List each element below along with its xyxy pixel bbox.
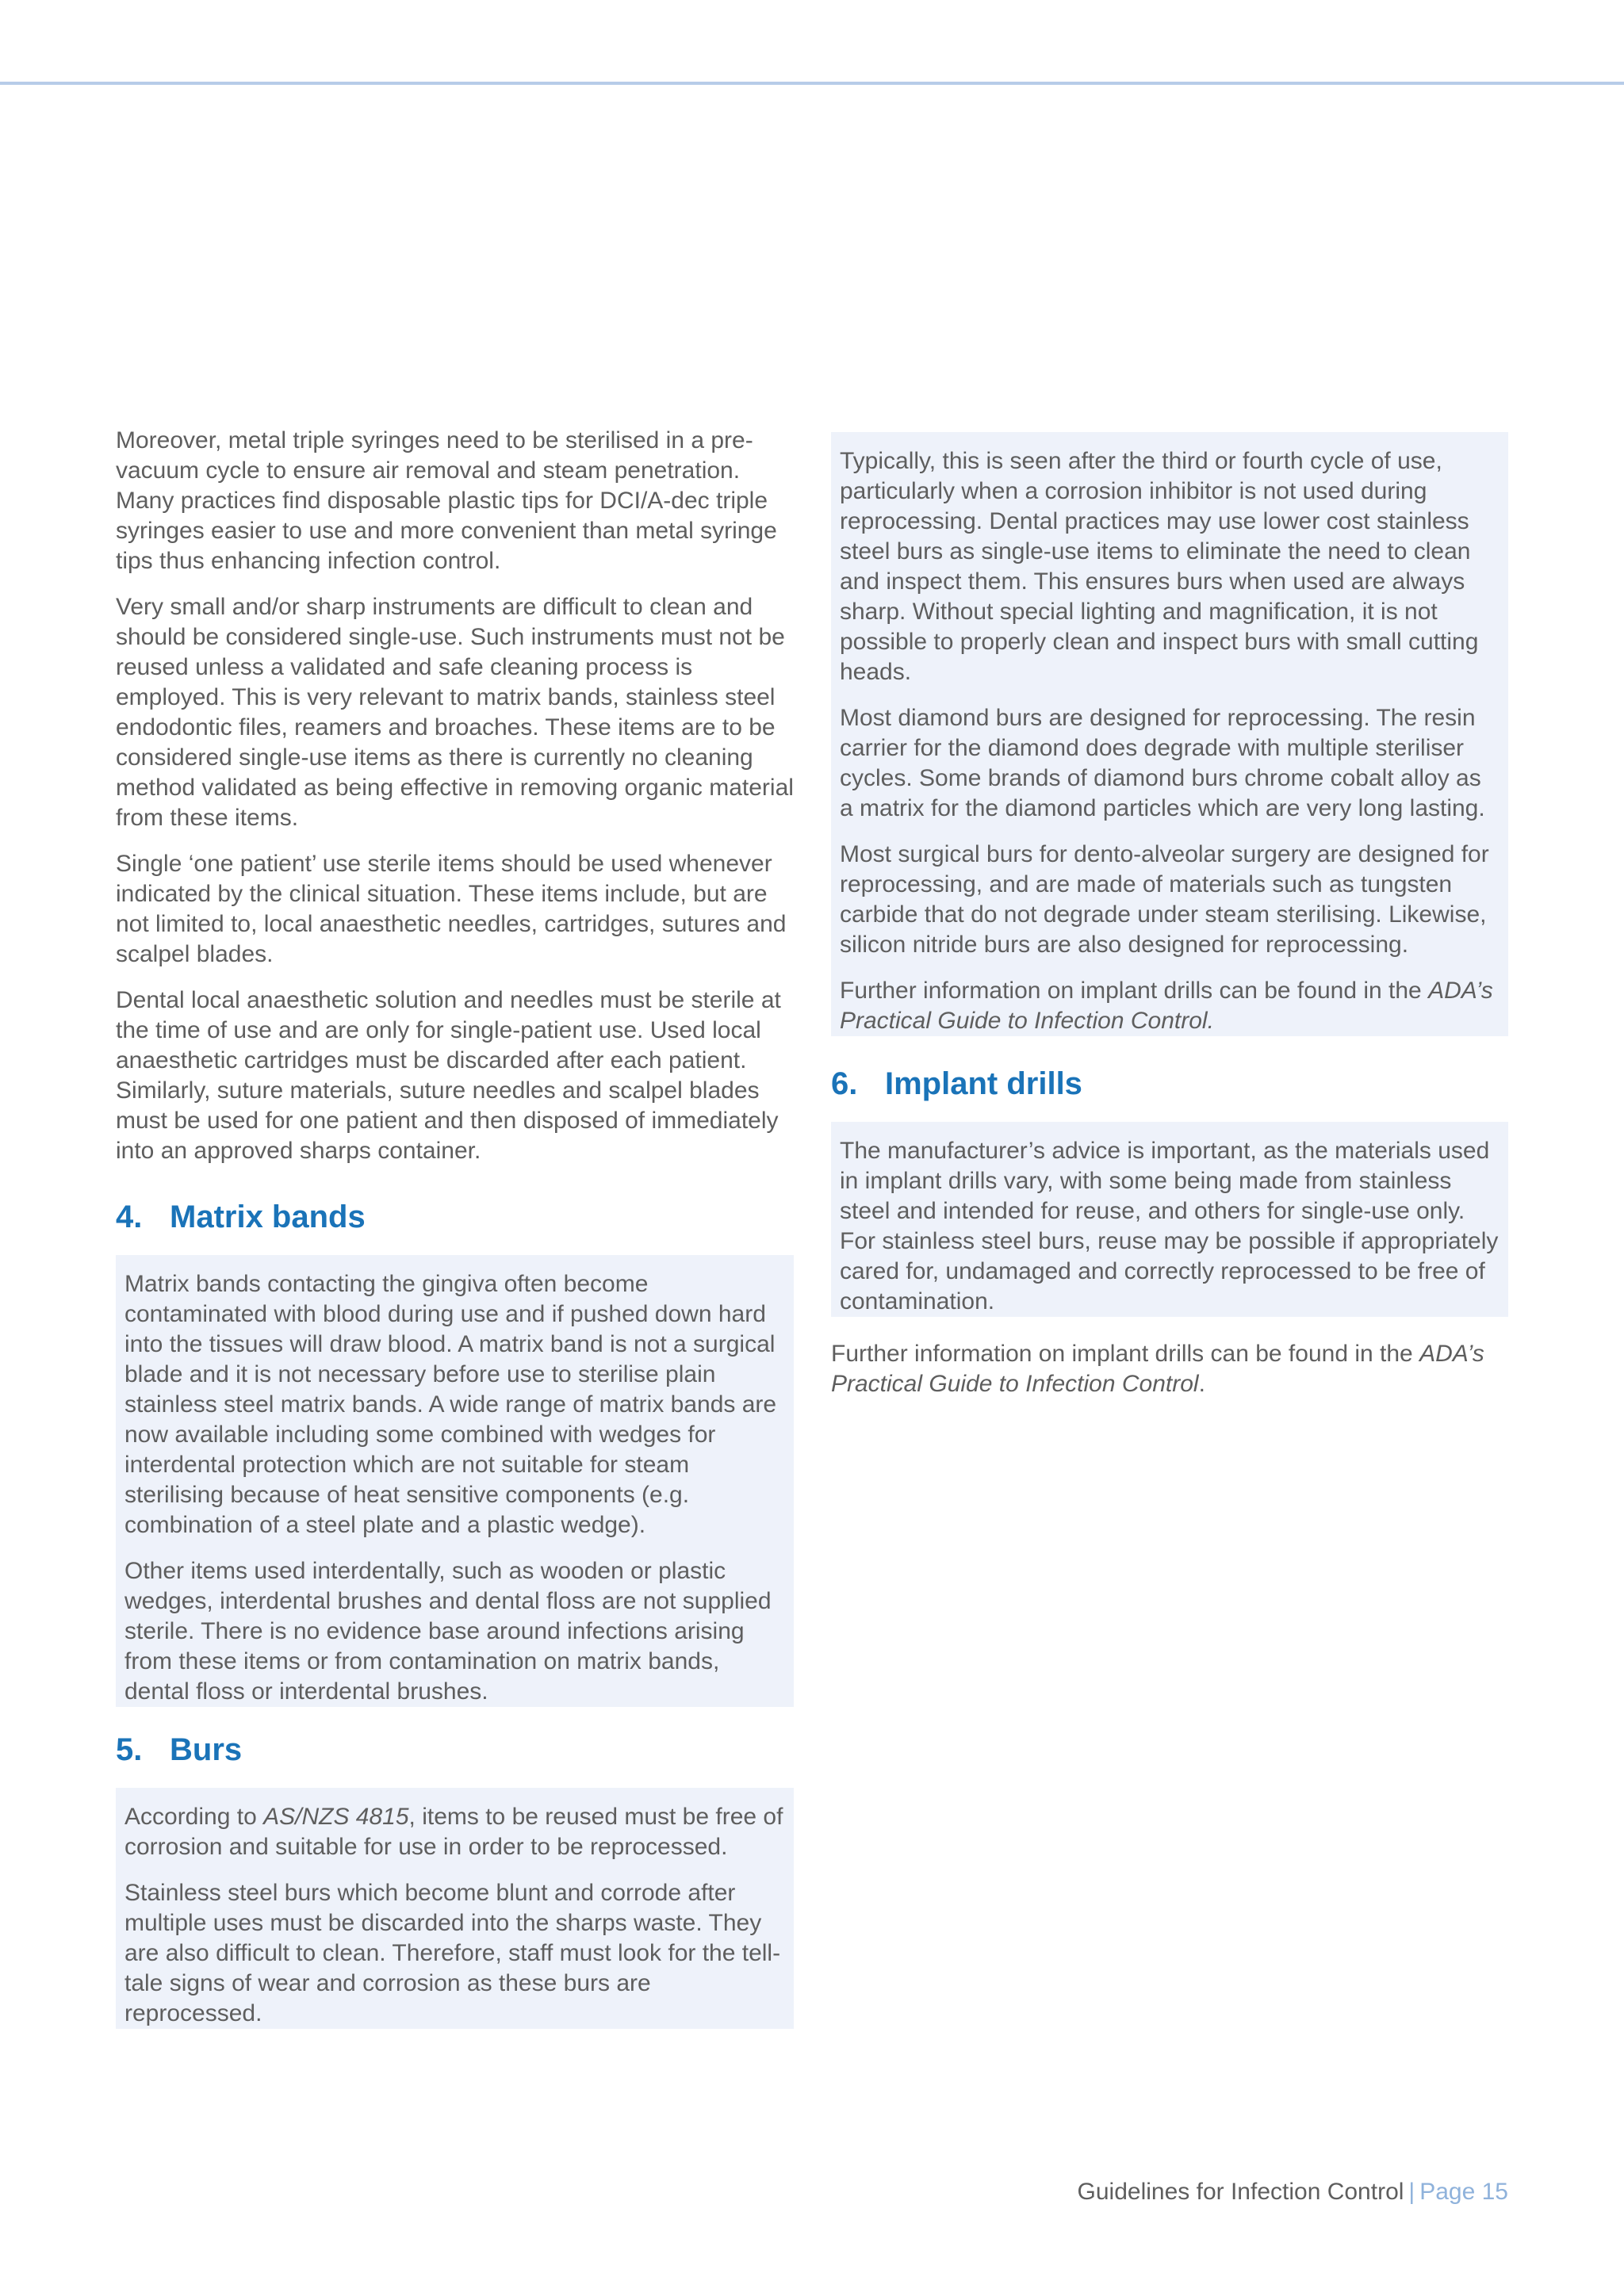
further-info-pre: Further information on implant drills can be found in the — [831, 1341, 1420, 1367]
footer-title: Guidelines for Infection Control — [1077, 2179, 1404, 2205]
section-number: 4. — [116, 1200, 143, 1234]
section-heading-burs — [116, 1731, 795, 1769]
implant-paragraph: The manufacturer’s advice is important, as the materials used in implant drills vary, with some being made from stainless steel and intended for reuse, and others for single-use only. For stainless steel burs, reuse may be possible if appropriately cared for, undamaged and correctly reprocessed to be free of contamination. — [840, 1138, 1499, 1314]
section-title: Burs — [170, 1732, 243, 1767]
ada-guide-reference: ADA’s Practical Guide to Infection Control — [831, 1341, 1484, 1397]
burs-cont-paragraph-2: Most diamond burs are designed for reprocessing. The resin carrier for the diamond does degrade with multiple steriliser cycles. Some brands of diamond burs chrome cobalt alloy as a matrix for the diamond particles which are very long lasting. — [840, 705, 1485, 821]
intro-paragraph-4: Dental local anaesthetic solution and needles must be sterile at the time of use and are only for single-patient use. Used local anaesthetic cartridges must be discarded after each patient. Similarly, suture materials, suture needles and scalpel blades must be used for one patient and then disposed of immediately into an approved sharps container. — [116, 987, 781, 1164]
ada-guide-reference: ADA’s Practical Guide to Infection Control. — [840, 978, 1493, 1034]
page-footer — [1078, 2177, 1508, 2207]
intro-paragraph-2: Very small and/or sharp instruments are difficult to clean and should be considered single-use. Such instruments must not be reused unless a validated and safe cleaning process is employed. This is very relevant to matrix bands, stainless steel endodontic files, reamers and broaches. These items are to be considered single-use items as there is currently no cleaning method validated as being effective in removing organic material from these items. — [116, 594, 794, 831]
section-number: 5. — [116, 1732, 143, 1767]
burs-continued-box — [831, 432, 1508, 1036]
burs-paragraph-1 — [124, 1802, 785, 1862]
implant-further-info — [831, 1339, 1508, 1399]
burs-p1-pre: According to — [124, 1804, 264, 1830]
intro-paragraph-1: Moreover, metal triple syringes need to be sterilised in a pre-vacuum cycle to ensure air removal and steam penetration. Many practices find disposable plastic tips for DCI/A-dec triple syringes easier to use and more convenient than metal syringe tips thus enhancing infection control. — [116, 427, 777, 574]
burs-cont-paragraph-1: Typically, this is seen after the third or fourth cycle of use, particularly when a corrosion inhibitor is not used during reprocessing. Dental practices may use lower cost stainless steel burs as single-use items to eliminate the need to clean and inspect them. This ensures burs when used are always sharp. Without special lighting and magnification, it is not possible to properly clean and inspect burs with small cutting heads. — [840, 448, 1479, 685]
section-number: 6. — [831, 1066, 858, 1101]
matrix-paragraph-1: Matrix bands contacting the gingiva often become contaminated with blood during use and if pushed down hard into the tissues will draw blood. A matrix band is not a surgical blade and it is not necessary before use to sterilise plain stainless steel matrix bands. A wide range of matrix bands are now available including some combined with wedges for interdental protection which are not suitable for steam sterilising because of heat sensitive components (e.g. combination of a steel plate and a plastic wedge). — [124, 1271, 777, 1538]
burs-box — [116, 1788, 794, 2029]
footer-separator: | — [1408, 2179, 1415, 2205]
page-number: Page 15 — [1419, 2179, 1508, 2205]
matrix-bands-box — [116, 1255, 794, 1707]
section-title: Matrix bands — [170, 1200, 366, 1234]
section-heading-matrix-bands — [116, 1198, 795, 1236]
section-heading-implant-drills — [831, 1065, 1508, 1103]
left-column — [116, 426, 795, 2045]
intro-paragraph-3: Single ‘one patient’ use sterile items should be used whenever indicated by the clinical situation. These items include, but are not limited to, local anaesthetic needles, cartridges, sutures and scalpel blades. — [116, 851, 787, 967]
standard-reference: AS/NZS 4815 — [263, 1804, 409, 1830]
burs-cont-further-info — [840, 976, 1500, 1036]
section-title: Implant drills — [885, 1066, 1082, 1101]
implant-drills-box — [831, 1122, 1508, 1317]
burs-cont-paragraph-3: Most surgical burs for dento-alveolar surgery are designed for reprocessing, and are made of materials such as tungsten carbide that do not degrade under steam sterilising. Likewise, silicon nitride burs are also designed for reprocessing. — [840, 841, 1489, 958]
right-column — [831, 432, 1508, 1415]
further-info-post: . — [1198, 1371, 1205, 1397]
burs-paragraph-2: Stainless steel burs which become blunt and corrode after multiple uses must be discarded into the sharps waste. They are also difficult to clean. Therefore, staff must look for the tell-tale signs of wear and corrosion as these burs are reprocessed. — [124, 1880, 781, 2026]
top-rule — [0, 82, 1624, 85]
matrix-paragraph-2: Other items used interdentally, such as wooden or plastic wedges, interdental brushes and dental floss are not supplied sterile. There is no evidence base around infections arising from these items or from contamination on matrix bands, dental floss or interdental brushes. — [124, 1558, 772, 1705]
further-info-pre: Further information on implant drills can be found in the — [840, 978, 1429, 1004]
burs-p1-post: , items to be reused must be free of corrosion and suitable for use in order to be reprocessed. — [124, 1804, 783, 1860]
